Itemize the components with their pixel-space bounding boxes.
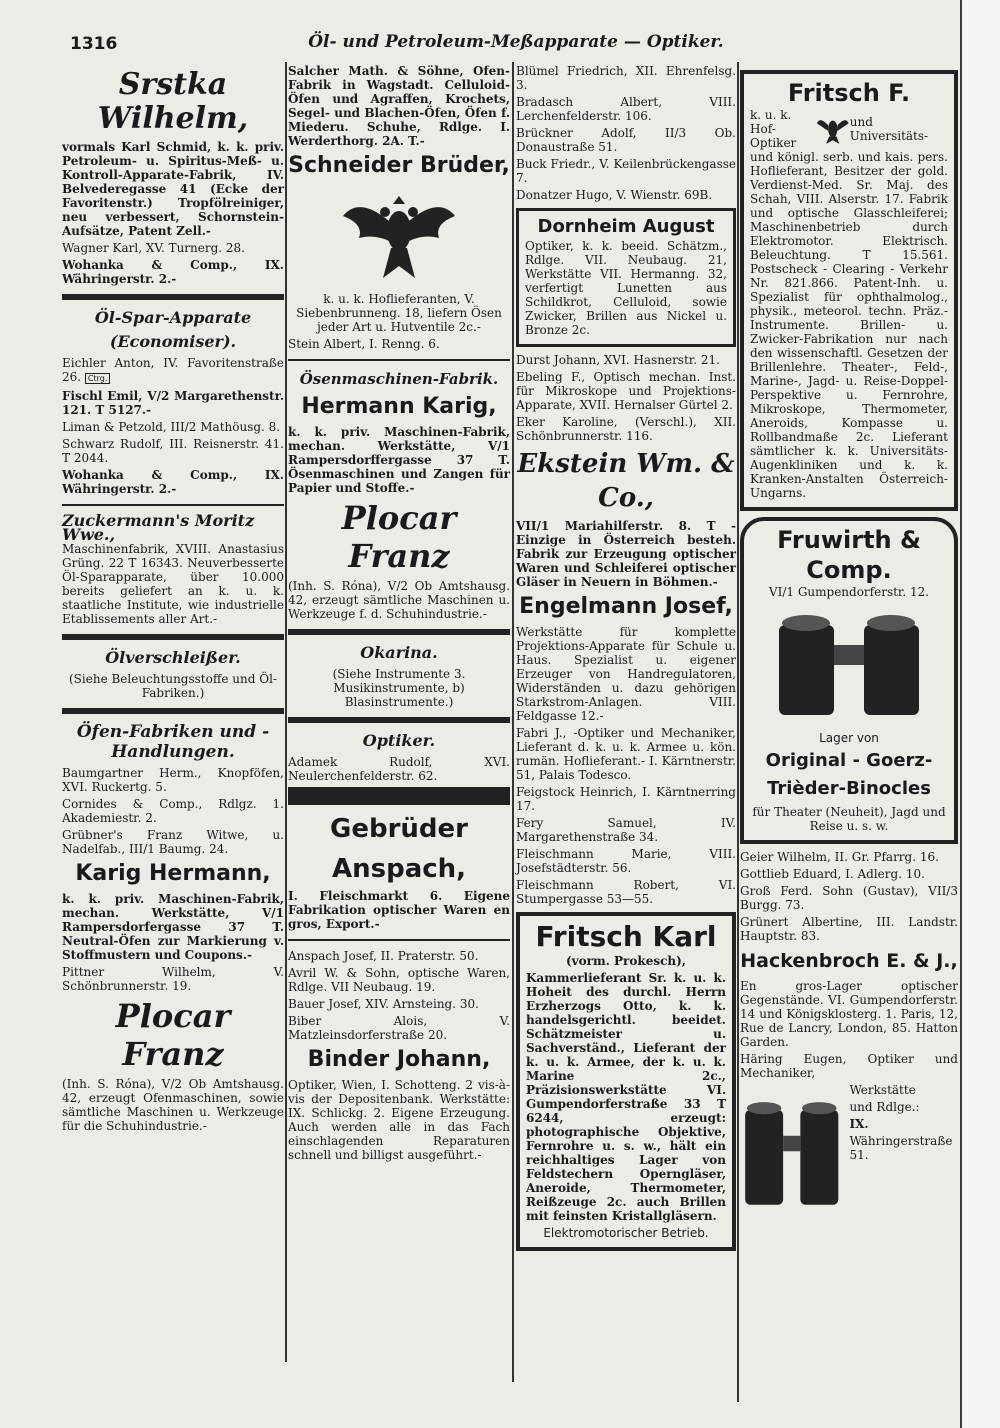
column-3 xyxy=(516,64,736,1257)
entry-binder-name: Binder Johann, xyxy=(307,1047,491,1072)
entry-geier: Geier Wilhelm, II. Gr. Pfarrg. 16. xyxy=(740,850,939,864)
entry-oelverschleisser: (Siehe Beleuchtungsstoffe und Öl-Fabriken.) xyxy=(69,672,277,700)
entry-buck: Buck Friedr., V. Keilenbrückengasse 7. xyxy=(516,157,736,185)
entry-engelmann-name: Engelmann Josef, xyxy=(519,594,733,619)
entry-feigstock: Feigstock Heinrich, I. Kärntnerring 17. xyxy=(516,785,736,813)
entry-ebeling: Ebeling F., Optisch mechan. Inst. für Mikroskope und Projektions-Apparate, XVII. Hernalser Gürtel 2. xyxy=(516,370,736,412)
entry-anspach-josef: Anspach Josef, II. Praterstr. 50. xyxy=(288,949,479,963)
entry-fritsch-karl-text: Kammerlieferant Sr. k. u. k. Hoheit des durchl. Herrn Erzherzogs Otto, k. k. handelsgerichtl. beeidet. Schätzmeister u. Sachverständ., Lieferant der k. u. k. Armee, der k. u. k. Marine 2c., Präzisionswerkstätte VI. Gumpendorferstraße 33 T 6244, erzeugt: photographische Objektive, Fernrohre u. s. w., hält ein reichhaltiges Lager von Feldstechern Operngläser, Aneroide, Thermometer, Reißzeuge 2c. auch Brillen mit feinsten Kristallgläsern. xyxy=(526,971,726,1223)
section-oesenmaschinen: Ösenmaschinen-Fabrik. xyxy=(299,370,499,388)
entry-eker: Eker Karoline, (Verschl.), XII. Schönbrunnerstr. 116. xyxy=(516,415,736,443)
divider-rule xyxy=(288,939,510,941)
entry-wohanka-2: Wohanka & Comp., IX. Währingerstr. 2.- xyxy=(62,468,284,496)
entry-fritsch-f-text: und königl. serb. und kais. pers. Hoflieferant, Besitzer der gold. Verdienst-Med. Sr. Maj. des Schah, VIII. Alserstr. 17. Fabrik und optische Glasschleiferei; Maschinenbetrieb durch Elektromotor. Elektrisch. Beleuchtung. T 15.561. Postscheck - Clearing - Verkehr Nr. 821.866. Patent-Inh. u. Spezialist für ophthalmolog., physik., meteorol. techn. Präz.-Instrumente. Brillen- u. Zwicker-Fabrikation nur nach den wissenschaftl. Gesetzen der Brillenlehre. Theater-, Feld-, Marine-, Jagd- u. Reise-Doppel-Perspektive u. Fernrohre, Mikroskope, Thermometer, Aneroids, Kompasse u. Rollbandmaße 2c. Lieferant sämtlicher k. k. Universitäts-Augenkliniken und k. k. Kranken-Anstalten Österreich-Ungarns. xyxy=(750,150,948,500)
entry-ekstein-name: Ekstein Wm. & Co., xyxy=(517,449,735,513)
entry-hackenbroch-name: Hackenbroch E. & J., xyxy=(740,950,958,972)
entry-brueckner: Brückner Adolf, II/3 Ob. Donaustraße 51. xyxy=(516,126,736,154)
entry-bradasch: Bradasch Albert, VIII. Lerchenfelderstr. 106. xyxy=(516,95,736,123)
entry-engelmann-text: Werkstätte für komplette Projektions-Apparate für Schule u. Haus. Spezialist u. eigener Erzeuger von Handregulatoren, Widerständen u. dazu gehörigen Starkstrom-Anlagen. VIII. Feldgasse 12.- xyxy=(516,625,736,723)
entry-salcher: Salcher Math. & Söhne, Ofen-Fabrik in Wagstadt. Celluloid-Öfen und Agraffen, Krochets, Segel- und Blachen-Öfen, Öfen f. Miederu. Schuhe, Rdlge. I. Werderthorg. 2A. T.- xyxy=(288,64,510,148)
ad-dornheim xyxy=(516,208,736,347)
entry-anspach-name: Gebrüder Anspach, xyxy=(330,814,468,884)
entry-bluemel: Blümel Friedrich, XII. Ehrenfelsg. 3. xyxy=(516,64,736,92)
divider-rule xyxy=(62,504,284,506)
entry-schneider-text: k. u. k. Hoflieferanten, V. Siebenbrunneng. 18, liefern Ösen jeder Art u. Hutventile 2c.- xyxy=(296,292,502,334)
entry-fritsch-karl-foot: Elektromotorischer Betrieb. xyxy=(543,1226,709,1240)
entry-binder-text: Optiker, Wien, I. Schotteng. 2 vis-à-vis der Depositenbank. Werkstätte: IX. Schlickg. 2. Eigene Erzeugung. Auch werden alle in das Fach einschlagenden Reparaturen schnell und billigst ausgeführt.- xyxy=(288,1078,510,1162)
entry-hermann-karig-text: k. k. priv. Maschinen-Fabrik, mechan. Werkstätte, V/1 Rampersdorffergasse 37 T. Ösenmaschinen und Zangen für Papier und Stoffe.- xyxy=(288,425,510,495)
section-oefen: Öfen-Fabriken und -Handlungen. xyxy=(76,722,270,762)
entry-donatzer: Donatzer Hugo, V. Wienstr. 69B. xyxy=(516,188,713,202)
entry-plocar2-name: Plocar Franz xyxy=(341,499,457,575)
column-divider xyxy=(737,62,739,1402)
page-number: 1316 xyxy=(70,34,118,54)
entry-fruwirth-name: Fruwirth & Comp. xyxy=(777,526,921,584)
entry-fruwirth-text: für Theater (Neuheit), Jagd und Reise u. s. w. xyxy=(752,805,946,833)
entry-plocar-text: (Inh. S. Róna), V/2 Ob Amtshausg. 42, erzeugt Ofenmaschinen, sowie sämtliche Maschinen u. Werkzeuge für die Schuhindustrie.- xyxy=(62,1077,284,1133)
haering-address: Werkstätte und Rdlge.: IX. Währingerstraße 51. xyxy=(849,1083,953,1162)
binoculars-icon xyxy=(740,1083,843,1223)
entry-stein: Stein Albert, I. Renng. 6. xyxy=(288,337,440,351)
entry-srstka-text: vormals Karl Schmid, k. k. priv. Petroleum- u. Spiritus-Meß- u. Kontroll-Apparate-Fabrik, IV. Belvederegasse 41 (Ecke der Favoritenstr.) Tropfölreiniger, neu verbessert, Schornstein-Aufsätze, Patent Zell.- xyxy=(62,140,284,238)
banner-bar xyxy=(288,787,510,805)
entry-fritsch-karl-sub: (vorm. Prokesch), xyxy=(566,954,686,968)
entry-gross: Groß Ferd. Sohn (Gustav), VII/3 Burgg. 73. xyxy=(740,884,958,912)
entry-fruwirth-lager: Lager von xyxy=(819,731,879,745)
double-eagle-emblem xyxy=(816,111,850,147)
entry-wagner: Wagner Karl, XV. Turnerg. 28. xyxy=(62,241,245,255)
entry-pittner: Pittner Wilhelm, V. Schönbrunnerstr. 19. xyxy=(62,965,284,993)
section-okarina: Okarina. xyxy=(360,643,438,662)
page-title: Öl- und Petroleum-Meßapparate — Optiker. xyxy=(308,32,724,52)
ad-fritsch-karl xyxy=(516,912,736,1251)
column-1 xyxy=(62,64,284,1136)
entry-fritsch-karl-name: Fritsch Karl xyxy=(535,920,717,953)
entry-cornides: Cornides & Comp., Rdlgz. 1. Akademiestr. 2. xyxy=(62,797,284,825)
entry-fischl: Fischl Emil, V/2 Margarethenstr. 121. T 5127.- xyxy=(62,389,284,417)
entry-plocar-name: Plocar Franz xyxy=(115,997,231,1073)
entry-gottlieb: Gottlieb Eduard, I. Adlerg. 10. xyxy=(740,867,925,881)
entry-liman: Liman & Petzold, III/2 Mathöusg. 8. xyxy=(62,420,281,434)
entry-bauer: Bauer Josef, XIV. Arnsteing. 30. xyxy=(288,997,479,1011)
entry-zuckermann-text: Maschinenfabrik, XVIII. Anastasius Grüng. 22 T 16343. Neuverbesserte Öl-Sparapparate, über 10.000 bereits geliefert an k. u. k. staatliche Institute, wie industrielle Etablissements aller Art.- xyxy=(62,542,284,626)
fritsch-f-uni: und Universitäts- xyxy=(849,115,929,143)
entry-haering: Häring Eugen, Optiker und Mechaniker, xyxy=(740,1052,958,1080)
divider-rule xyxy=(288,717,510,723)
entry-baumgartner: Baumgartner Herm., Knopföfen, XVI. Ruckertg. 5. xyxy=(62,766,284,794)
column-4 xyxy=(740,64,958,1223)
entry-fabri: Fabri J., -Optiker und Mechaniker, Lieferant d. k. u. k. Armee u. kön. rumän. Hoflieferant.- I. Kärntnerstr. 51, Palais Todesco. xyxy=(516,726,736,782)
page-edge xyxy=(960,0,1000,1428)
entry-plocar2-text: (Inh. S. Róna), V/2 Ob Amtshausg. 42, erzeugt sämtliche Maschinen u. Werkzeuge f. d. Schuhindustrie.- xyxy=(288,579,510,621)
column-divider xyxy=(512,62,514,1382)
section-oelverschleisser: Ölverschleißer. xyxy=(105,648,241,667)
divider-rule xyxy=(62,294,284,300)
entry-fery: Fery Samuel, IV. Margarethenstraße 34. xyxy=(516,816,736,844)
divider-rule xyxy=(288,629,510,635)
entry-karig-text: k. k. priv. Maschinen-Fabrik, mechan. Werkstätte, V/1 Rampersdorfergasse 37 T. Neutral-Öfen zur Markierung v. Stoffmustern und Coupons.- xyxy=(62,892,284,962)
fritsch-f-hof: k. u. k. Hof- Optiker xyxy=(750,108,797,150)
entry-fruwirth-addr: VI/1 Gumpendorferstr. 12. xyxy=(768,585,930,599)
entry-durst: Durst Johann, XVI. Hasnerstr. 21. xyxy=(516,353,720,367)
section-oel-spar-sub: (Economiser). xyxy=(109,332,237,351)
entry-wohanka: Wohanka & Comp., IX. Währingerstr. 2.- xyxy=(62,258,284,286)
ad-fruwirth xyxy=(740,517,958,844)
entry-ekstein-text: VII/1 Mariahilferstr. 8. T -Einzige in Österreich besteh. Fabrik zur Erzeugung optischer Waren und Schleiferei optischer Gläser in Neuern in Böhmen.- xyxy=(516,519,736,589)
section-optiker: Optiker. xyxy=(362,731,436,750)
section-oel-spar: Öl-Spar-Apparate xyxy=(94,308,252,327)
entry-hermann-karig-name: Hermann Karig, xyxy=(301,394,497,419)
haering-row xyxy=(740,1083,958,1223)
divider-rule xyxy=(288,359,510,361)
entry-zuckermann-name: Zuckermann's Moritz Wwe., xyxy=(62,511,255,544)
entry-adamek: Adamek Rudolf, XVI. Neulerchenfelderstr. 62. xyxy=(288,755,510,783)
divider-rule xyxy=(62,634,284,640)
entry-gruenert: Grünert Albertine, III. Landstr. Hauptstr. 83. xyxy=(740,915,958,943)
entry-dornheim-name: Dornheim August xyxy=(537,216,715,237)
entry-fritsch-f-name: Fritsch F. xyxy=(787,79,911,107)
entry-eichler: Eichler Anton, IV. Favoritenstraße 26. Ctrg. xyxy=(62,356,284,384)
entry-schwarz: Schwarz Rudolf, III. Reisnerstr. 41. T 2044. xyxy=(62,437,284,465)
entry-gruebner: Grübner's Franz Witwe, u. Nadelfab., III/1 Baumg. 24. xyxy=(62,828,284,856)
entry-fleischmann-marie: Fleischmann Marie, VIII. Josefstädterstr. 56. xyxy=(516,847,736,875)
entry-karig-name: Karig Hermann, xyxy=(75,861,271,886)
entry-hackenbroch-text: En gros-Lager optischer Gegenstände. VI. Gumpendorferstr. 14 und Königsklosterg. 1. Paris, 12, Rue de Lancry, London, 85. Hatton Garden. xyxy=(740,979,958,1049)
ad-fritsch-f xyxy=(740,70,958,511)
entry-fruwirth-goerz: Original - Goerz- xyxy=(765,750,933,771)
entry-fleischmann-robert: Fleischmann Robert, VI. Stumpergasse 53—55. xyxy=(516,878,736,906)
entry-fruwirth-trieder: Trièder-Binocles xyxy=(767,778,931,799)
badge: Ctrg. xyxy=(85,373,111,384)
entry-avril: Avril W. & Sohn, optische Waren, Rdlge. VII Neubaug. 19. xyxy=(288,966,510,994)
entry-anspach-text: I. Fleischmarkt 6. Eigene Fabrikation optischer Waren en gros, Export.- xyxy=(288,889,510,931)
double-eagle-emblem xyxy=(339,186,459,286)
entry-biber: Biber Alois, V. Matzleinsdorferstraße 20. xyxy=(288,1014,510,1042)
entry-srstka-name: Srstka Wilhelm, xyxy=(97,67,249,136)
column-2 xyxy=(288,64,510,1165)
column-divider xyxy=(285,62,287,1362)
divider-rule xyxy=(62,708,284,714)
entry-dornheim-text: Optiker, k. k. beeid. Schätzm., Rdlge. VII. Neubaug. 21, Werkstätte VII. Hermanng. 32, verfertigt Lunetten aus Schildkrot, Celluloid, sowie Zwicker, Brillen aus Nickel u. Bronze 2c. xyxy=(525,239,727,337)
entry-schneider-name: Schneider Brüder, xyxy=(288,153,510,178)
binoculars-icon xyxy=(764,605,934,725)
entry-okarina: (Siehe Instrumente 3. Musikinstrumente, b) Blasinstrumente.) xyxy=(332,667,466,709)
fritsch-f-header-row xyxy=(750,108,948,150)
